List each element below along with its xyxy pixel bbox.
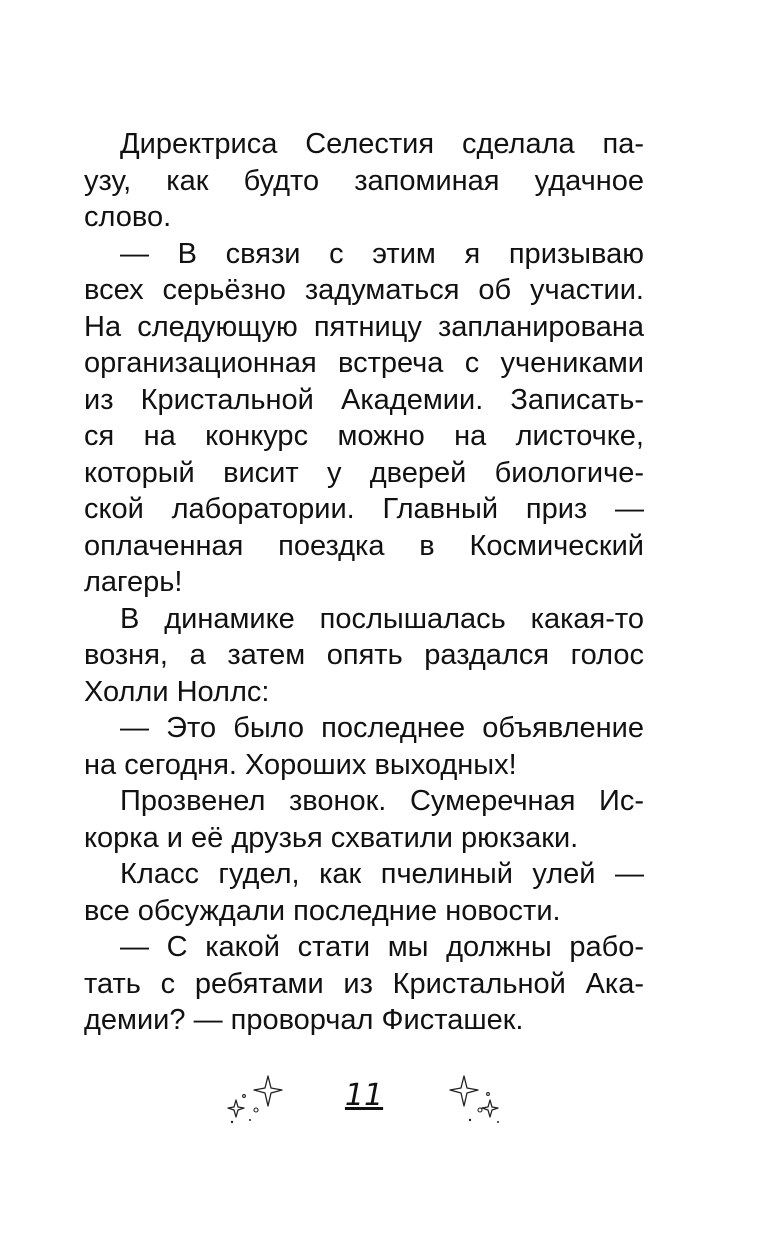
text-line: узу, как будто запоминая удачное [84, 164, 644, 197]
text-line: Директриса Селестия сделала па- [120, 128, 644, 160]
page-number: 11 [344, 1078, 384, 1113]
page-footer [0, 1070, 768, 1130]
stars-ornament-icon [222, 1070, 302, 1130]
text-line: — С какой стати мы должны рабо- [120, 931, 644, 963]
text-line: — Это было последнее объявление [120, 712, 644, 744]
text-line: тать с ребятами из Кристальной Ака- [84, 967, 644, 1000]
text-line: — В связи с этим я призываю [120, 237, 644, 270]
text-line: демии? — проворчал Фисташек. [84, 1004, 524, 1036]
text-line: из Кристальной Академии. Записать- [84, 383, 644, 416]
text-line: На следующую пятницу запланирована [84, 310, 644, 343]
text-line: организационная встреча с учениками [84, 347, 644, 379]
body-text [84, 126, 644, 1039]
text-line: корка и её друзья схватили рюкзаки. [84, 821, 579, 854]
text-line: Класс гудел, как пчелиный улей — [120, 858, 644, 890]
text-line: В динамике послышалась какая-то [120, 602, 644, 635]
text-line: всех серьёзно задуматься об участии. [84, 274, 644, 306]
text-line: Прозвенел звонок. Сумеречная Ис- [120, 785, 644, 817]
text-line: оплаченная поездка в Космический [84, 529, 644, 562]
text-line: ся на конкурс можно на листочке, [84, 420, 644, 452]
text-line: лагерь! [84, 566, 183, 598]
text-line: возня, а затем опять раздался голос [84, 639, 644, 671]
text-line: ской лаборатории. Главный приз — [84, 493, 644, 525]
text-line: все обсуждали последние новости. [84, 894, 561, 927]
text-line: который висит у дверей биологиче- [84, 456, 644, 489]
text-line: Холли Ноллс: [84, 675, 270, 708]
text-line: на сегодня. Хороших выходных! [84, 748, 517, 781]
stars-ornament-icon [444, 1070, 524, 1130]
text-line: слово. [84, 201, 172, 233]
